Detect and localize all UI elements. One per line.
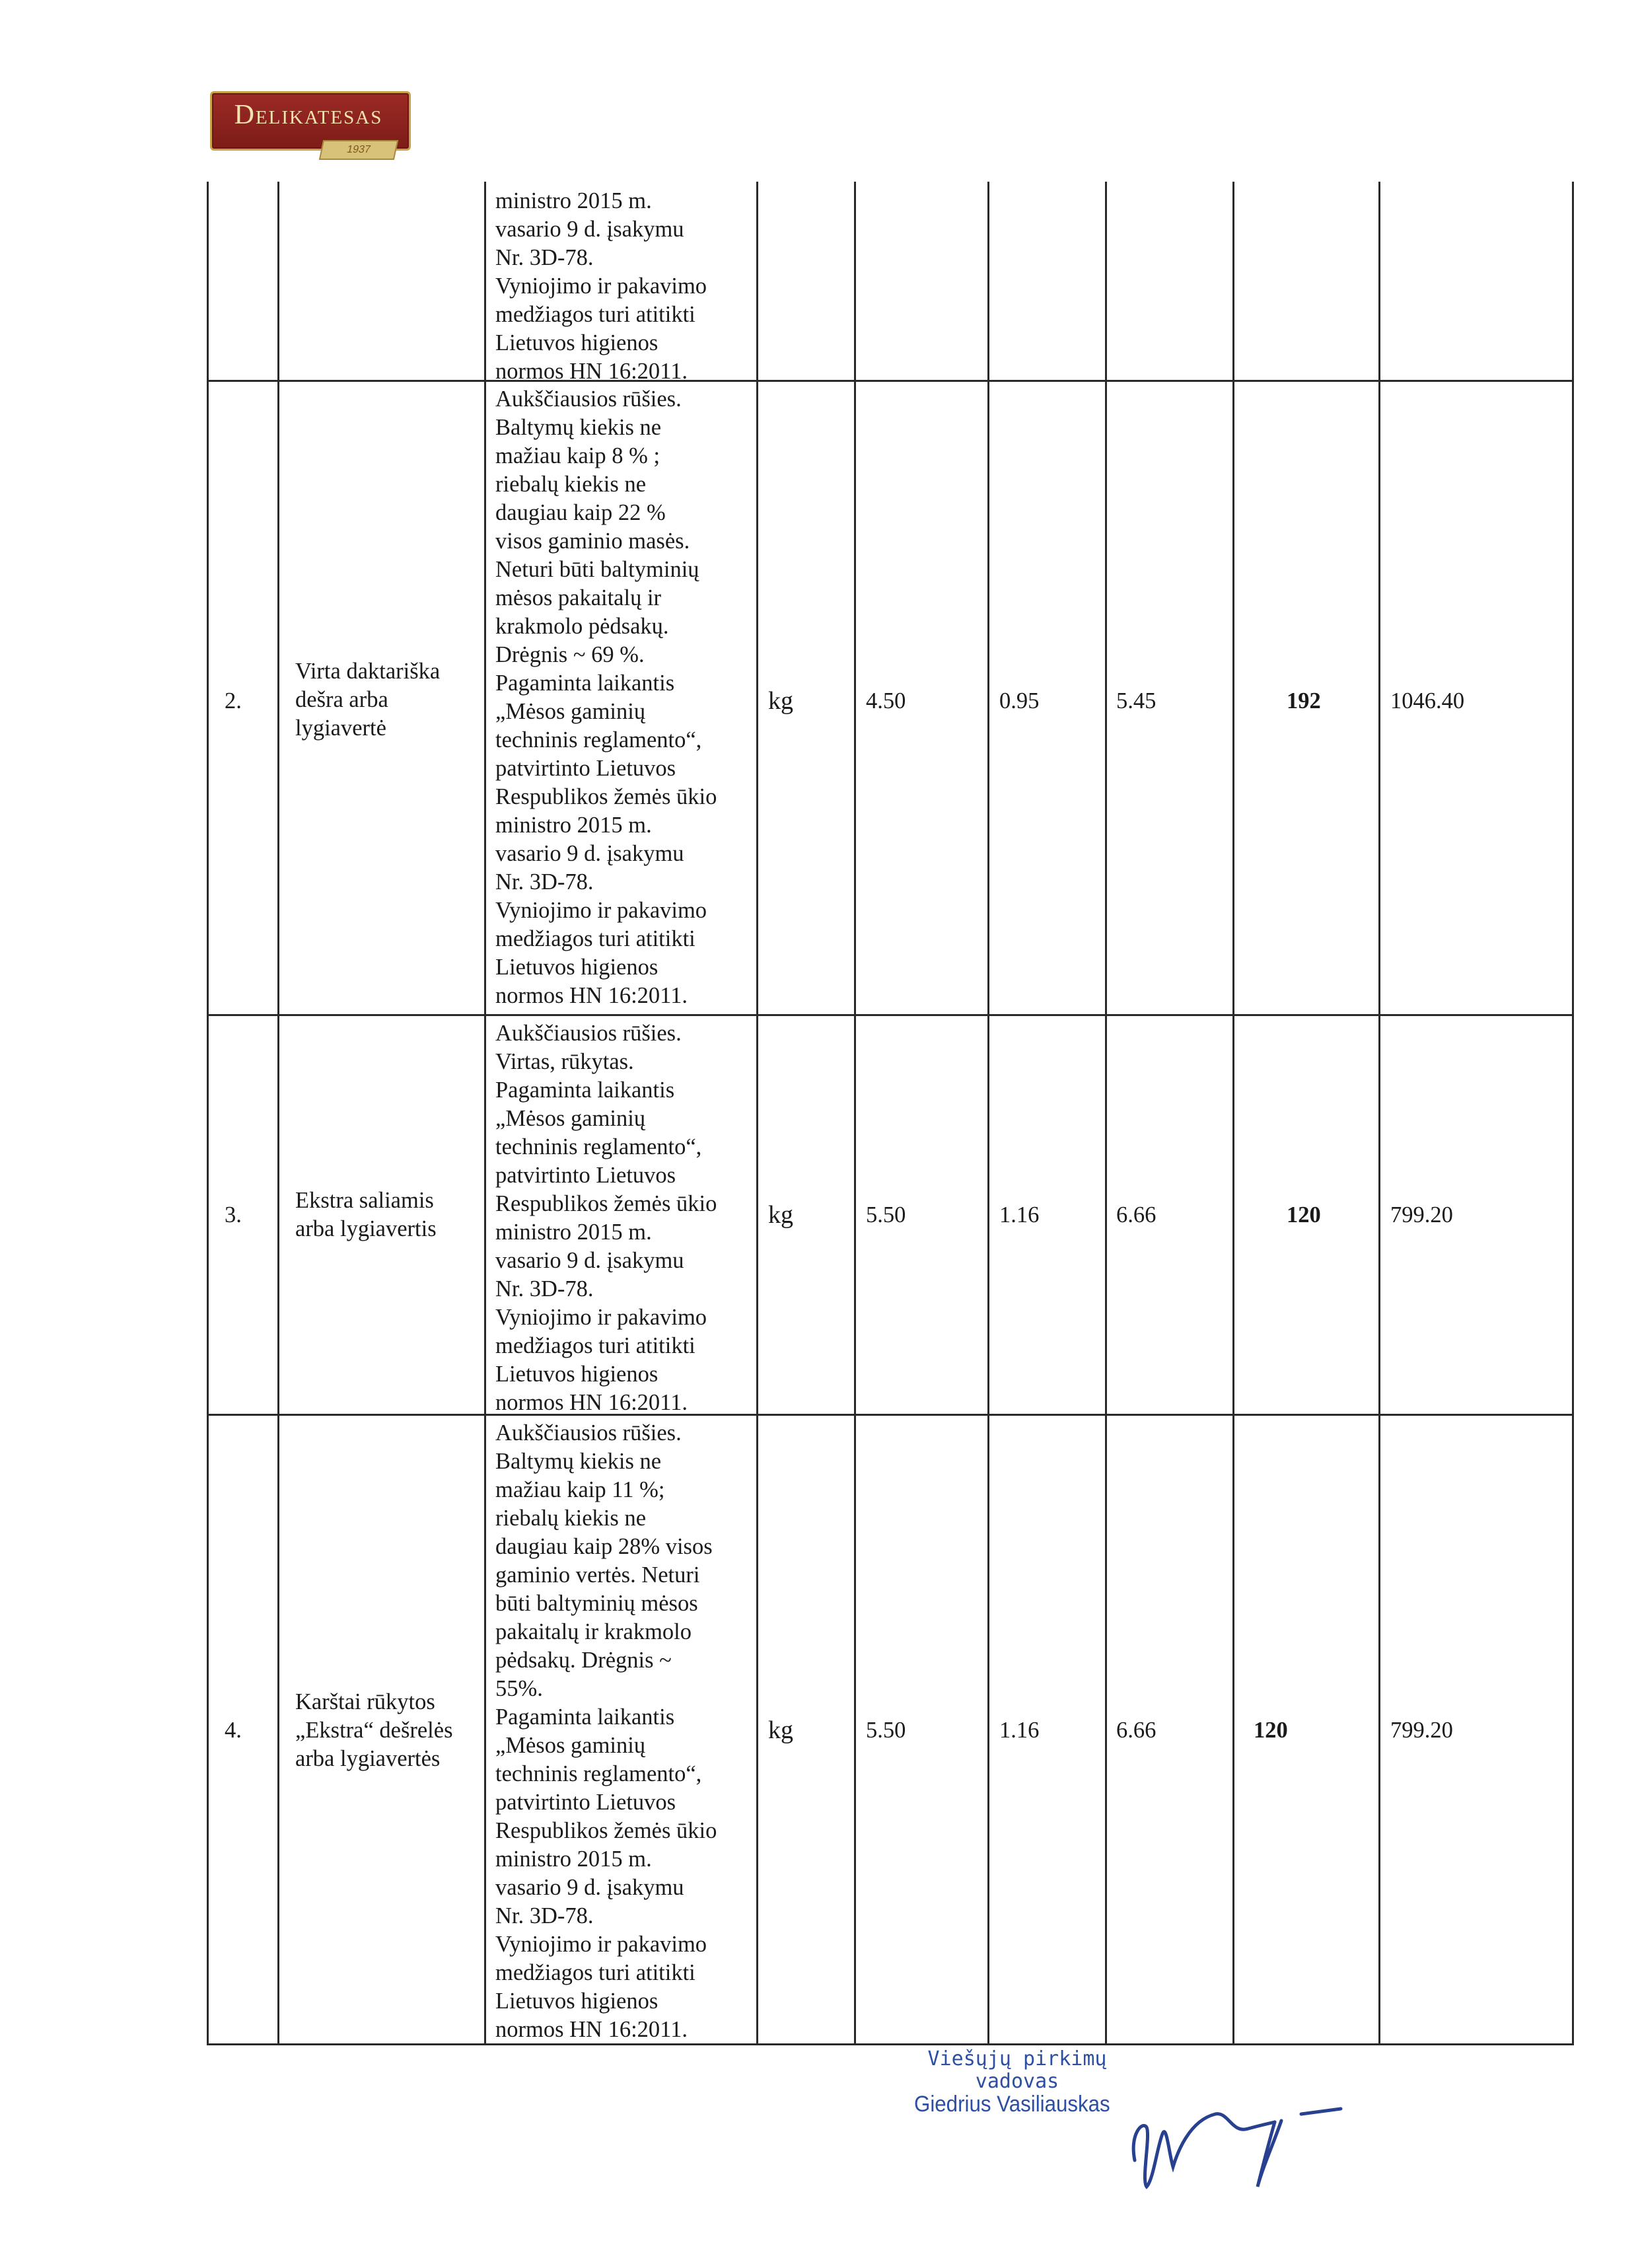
vat: 0.95 [999, 688, 1040, 713]
table-col-divider [484, 182, 486, 2045]
row-number: 4. [225, 1718, 242, 1743]
price: 5.50 [866, 1718, 906, 1743]
row-divider [207, 380, 1574, 382]
quantity: 120 [1287, 1202, 1321, 1227]
stamp-role-line: vadovas [975, 2070, 1059, 2093]
table-col-divider [756, 182, 758, 2045]
logo-text: Delikatesas [234, 100, 383, 130]
price-with-vat: 5.45 [1116, 688, 1157, 713]
continued-description: ministro 2015 m. vasario 9 d. įsakymu Nr. 3D-78. Vyniojimo ir pakavimo medžiagos turi atitikti Lietuvos higienos normos HN 16:2011. [495, 188, 707, 384]
handwritten-signature [1116, 2081, 1367, 2193]
stamp-title-line: Viešųjų pirkimų [927, 2047, 1107, 2070]
product-description: Aukščiausios rūšies. Baltymų kiekis ne mažiau kaip 11 %; riebalų kiekis ne daugiau kaip 28% visos gaminio vertės. Neturi būti baltyminių mėsos pakaitalų ir krakmolo pėdsakų. Drėgnis ~ 55%. Pagaminta laikantis „Mėsos gaminių techninis reglamento“, patvirtinto Lietuvos Respublikos žemės ūkio ministro 2015 m. vasario 9 d. įsakymu Nr. 3D-78. Vyniojimo ir pakavimo medžiagos turi atitikti Lietuvos higienos normos HN 16:2011. [495, 1420, 717, 2042]
product-description: Aukščiausios rūšies. Baltymų kiekis ne mažiau kaip 8 % ; riebalų kiekis ne daugiau kaip 22 % visos gaminio masės. Neturi būti baltyminių mėsos pakaitalų ir krakmolo pėdsakų. Drėgnis ~ 69 %. Pagaminta laikantis „Mėsos gaminių techninis reglamento“, patvirtinto Lietuvos Respublikos žemės ūkio ministro 2015 m. vasario 9 d. įsakymu Nr. 3D-78. Vyniojimo ir pakavimo medžiagos turi atitikti Lietuvos higienos normos HN 16:2011. [495, 386, 717, 1008]
price-with-vat: 6.66 [1116, 1202, 1157, 1227]
product-name: Ekstra saliamis arba lygiavertis [295, 1188, 437, 1241]
price-with-vat: 6.66 [1116, 1718, 1157, 1743]
table-col-divider [1232, 182, 1234, 2045]
table-border-bottom [207, 2043, 1574, 2045]
unit: kg [768, 687, 793, 715]
product-name: Virta daktariška dešra arba lygiavertė [295, 659, 441, 741]
unit: kg [768, 1716, 793, 1744]
table-col-divider [1378, 182, 1380, 2045]
table-col-divider [987, 182, 989, 2045]
vat: 1.16 [999, 1202, 1040, 1227]
table-col-divider [1105, 182, 1107, 2045]
row-divider [207, 1414, 1574, 1416]
vat: 1.16 [999, 1718, 1040, 1743]
total: 799.20 [1390, 1718, 1453, 1743]
unit: kg [768, 1201, 793, 1229]
product-name: Karštai rūkytos „Ekstra“ dešrelės arba lygiavertės [295, 1689, 453, 1771]
table-border-right [1572, 182, 1574, 2045]
total: 1046.40 [1390, 688, 1465, 713]
table-border-left [207, 182, 209, 2045]
logo-year: 1937 [319, 140, 398, 160]
price: 5.50 [866, 1202, 906, 1227]
quantity: 120 [1254, 1718, 1288, 1743]
quantity: 192 [1287, 688, 1321, 713]
company-logo [210, 79, 408, 153]
table-col-divider [277, 182, 279, 2045]
total: 799.20 [1390, 1202, 1453, 1227]
product-description: Aukščiausios rūšies. Virtas, rūkytas. Pagaminta laikantis „Mėsos gaminių techninis reglamento“, patvirtinto Lietuvos Respublikos žemės ūkio ministro 2015 m. vasario 9 d. įsakymu Nr. 3D-78. Vyniojimo ir pakavimo medžiagos turi atitikti Lietuvos higienos normos HN 16:2011. [495, 1021, 717, 1415]
table-col-divider [854, 182, 856, 2045]
signatory-stamp [911, 2048, 1123, 2093]
price: 4.50 [866, 688, 906, 713]
row-number: 2. [225, 688, 242, 713]
signatory-name: Giedrius Vasiliauskas [914, 2092, 1110, 2117]
row-number: 3. [225, 1202, 242, 1227]
row-divider [207, 1014, 1574, 1016]
